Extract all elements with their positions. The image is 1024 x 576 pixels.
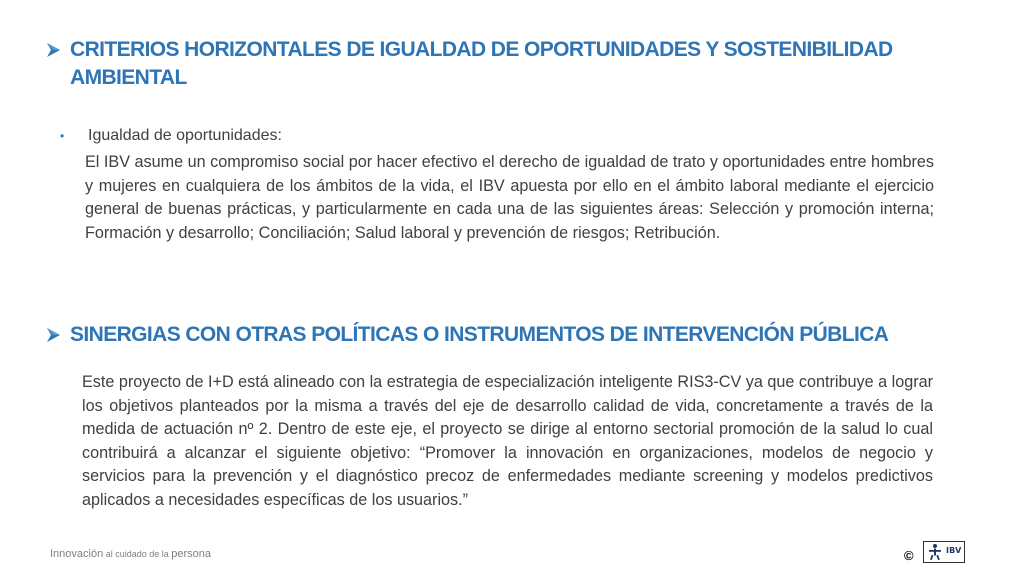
ibv-logo-icon bbox=[924, 542, 946, 562]
ibv-logo-text: IBV bbox=[946, 546, 962, 555]
paragraph-igualdad: El IBV asume un compromiso social por hacer efectivo el derecho de igualdad de trato y oportunidades entre hombres y mujeres en cualquiera de los ámbitos de la vida, el IBV apuesta por ello en el ámbito laboral mediante el ejercicio general de buenas prácticas, y particularmente en cada una de las siguientes áreas: Selección y promoción interna; Formación y desarrollo; Conciliación; Salud laboral y prevención de riesgos; Retribución. bbox=[85, 153, 934, 242]
section-heading-text: SINERGIAS CON OTRAS POLÍTICAS O INSTRUMENTOS DE INTERVENCIÓN PÚBLICA bbox=[70, 323, 889, 346]
bullet-label: Igualdad de oportunidades: bbox=[88, 127, 282, 144]
arrow-bullet-icon bbox=[44, 36, 66, 64]
copyright-symbol: © bbox=[904, 548, 914, 563]
arrow-bullet-icon bbox=[44, 321, 66, 349]
section-heading-text: CRITERIOS HORIZONTALES DE IGUALDAD DE OPORTUNIDADES Y SOSTENIBILIDAD AMBIENTAL bbox=[70, 38, 893, 89]
section-heading-criterios bbox=[44, 36, 944, 92]
bullet-dot: • bbox=[60, 129, 65, 143]
ibv-logo bbox=[923, 541, 965, 563]
bullet-item bbox=[60, 126, 282, 146]
footer-tagline-part: Innovación bbox=[50, 548, 104, 560]
paragraph-sinergias: Este proyecto de I+D está alineado con la estrategia de especialización inteligente RIS3-CV ya que contribuye a lograr los objetivos planteados por la misma a través del eje de desarrollo calidad de vida, concretamente a través de la medida de actuación nº 2. Dentro de este eje, el proyecto se dirige al entorno sectorial promoción de la salud lo cual contribuirá a alcanzar el siguiente objetivo: “Promover la innovación en organizaciones, modelos de negocio y servicios para la prevención y el diagnóstico precoz de enfermedades mediante screening y modelos predictivos aplicados a necesidades específicas de los usuarios.” bbox=[82, 373, 933, 509]
footer-tagline-part: persona bbox=[171, 548, 212, 560]
footer-tagline bbox=[50, 548, 211, 560]
footer-tagline-part: al cuidado de la bbox=[103, 549, 172, 559]
section-heading-sinergias bbox=[44, 321, 944, 349]
